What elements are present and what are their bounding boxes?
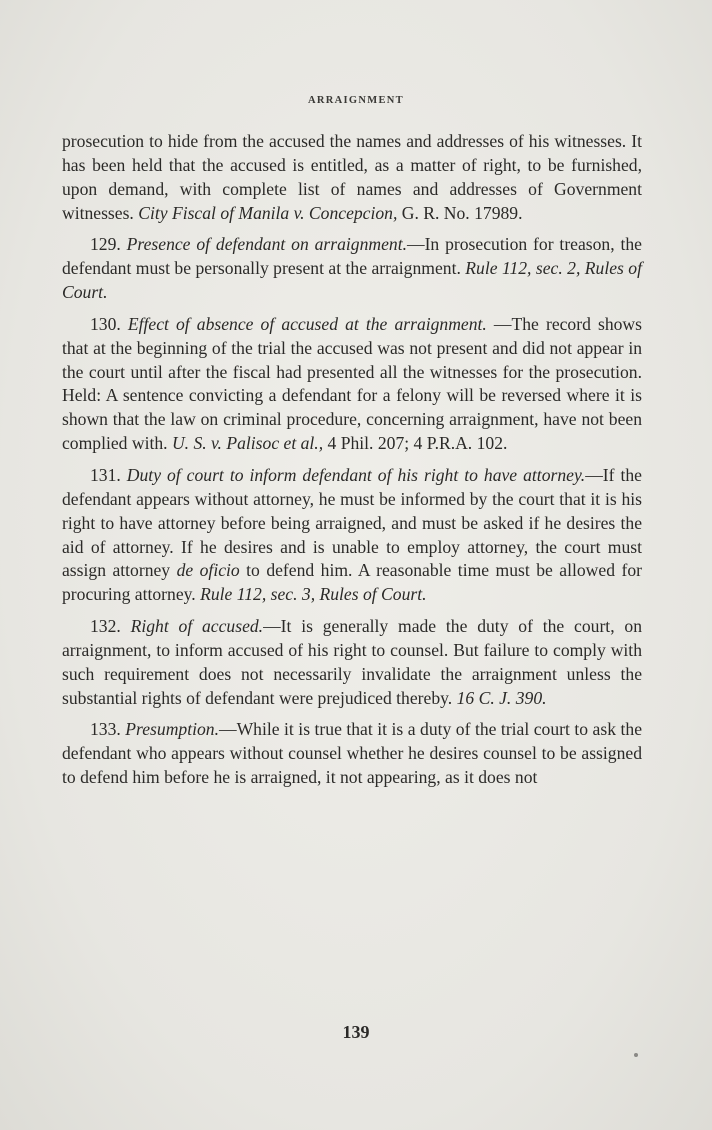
- paper-speck: [634, 1053, 638, 1057]
- running-head: ARRAIGNMENT: [308, 95, 404, 106]
- section-heading: Presumption.: [125, 719, 219, 740]
- section-number: 130.: [90, 313, 121, 334]
- section-number: 131.: [90, 464, 121, 485]
- section-131: 131. Duty of court to inform defendant of his right to have attorney.—If the defendant appears without attorney, he must be informed by the court that it is his right to have attorney before being arraigned, and must be asked if he desires the aid of attorney. If he desires and is unable to employ attorney, the court must assign attorney de oficio to defend him. A reasonable time must be allowed for procuring attorney. Rule 112, sec. 3, Rules of Court.: [62, 464, 642, 605]
- section-130: 130. Effect of absence of accused at the arraignment. —The record shows that at the beginning of the trial the accused was not present and did not appear in the court until after the fiscal had presented all the witnesses for the prosecution. Held: A sentence convicting a defendant for a felony will be reversed where it is shown that the law on criminal procedure, concerning arraignment, have not been complied with. U. S. v. Palisoc et al., 4 Phil. 207; 4 P.R.A. 102.: [62, 313, 642, 454]
- section-heading: Presence of defendant on arraignment.: [126, 234, 407, 255]
- section-132: 132. Right of accused.—It is generally made the duty of the court, on arraignment, to inform accused of his right to counsel. But failure to comply with such requirement does not necessarily invalidate the arraignment unless the substantial rights of defendant were prejudiced thereby. 16 C. J. 390.: [62, 616, 642, 708]
- section-number: 133.: [90, 719, 121, 740]
- rule-citation: Rule 112, sec. 2, Rules of Court.: [62, 258, 642, 303]
- rule-citation: Rule 112, sec. 3, Rules of Court.: [200, 584, 427, 605]
- paragraph-continued: prosecution to hide from the accused the names and addresses of his witnesses. It has been held that the accused is entitled, as a matter of right, to be furnished, upon demand, with complete list of names and addresses of Government witnesses. City Fiscal of Manila v. Concepcion, G. R. No. 17989.: [62, 131, 642, 223]
- reference-citation: 16 C. J. 390.: [456, 687, 547, 708]
- section-133: 133. Presumption.—While it is true that it is a duty of the trial court to ask the defendant who appears without counsel whether he desires counsel to be assigned to defend him before he is arraigned, it not appearing, as it does not: [62, 719, 642, 788]
- case-citation: City Fiscal of Manila v. Concepcion,: [138, 202, 398, 223]
- section-heading: Right of accused.: [130, 616, 264, 637]
- section-number: 129.: [90, 234, 121, 255]
- latin-term: de oficio: [176, 560, 240, 581]
- section-129: 129. Presence of defendant on arraignment.—In prosecution for treason, the defendant must be personally present at the arraignment. Rule 112, sec. 2, Rules of Court.: [62, 234, 642, 303]
- section-number: 132.: [90, 616, 121, 637]
- page-number: 139: [342, 1022, 370, 1042]
- page-body: [62, 130, 642, 790]
- section-heading: Effect of absence of accused at the arraignment.: [127, 313, 487, 334]
- section-heading: Duty of court to inform defendant of his right to have attorney.: [126, 464, 586, 485]
- case-citation: U. S. v. Palisoc et al.,: [171, 433, 324, 454]
